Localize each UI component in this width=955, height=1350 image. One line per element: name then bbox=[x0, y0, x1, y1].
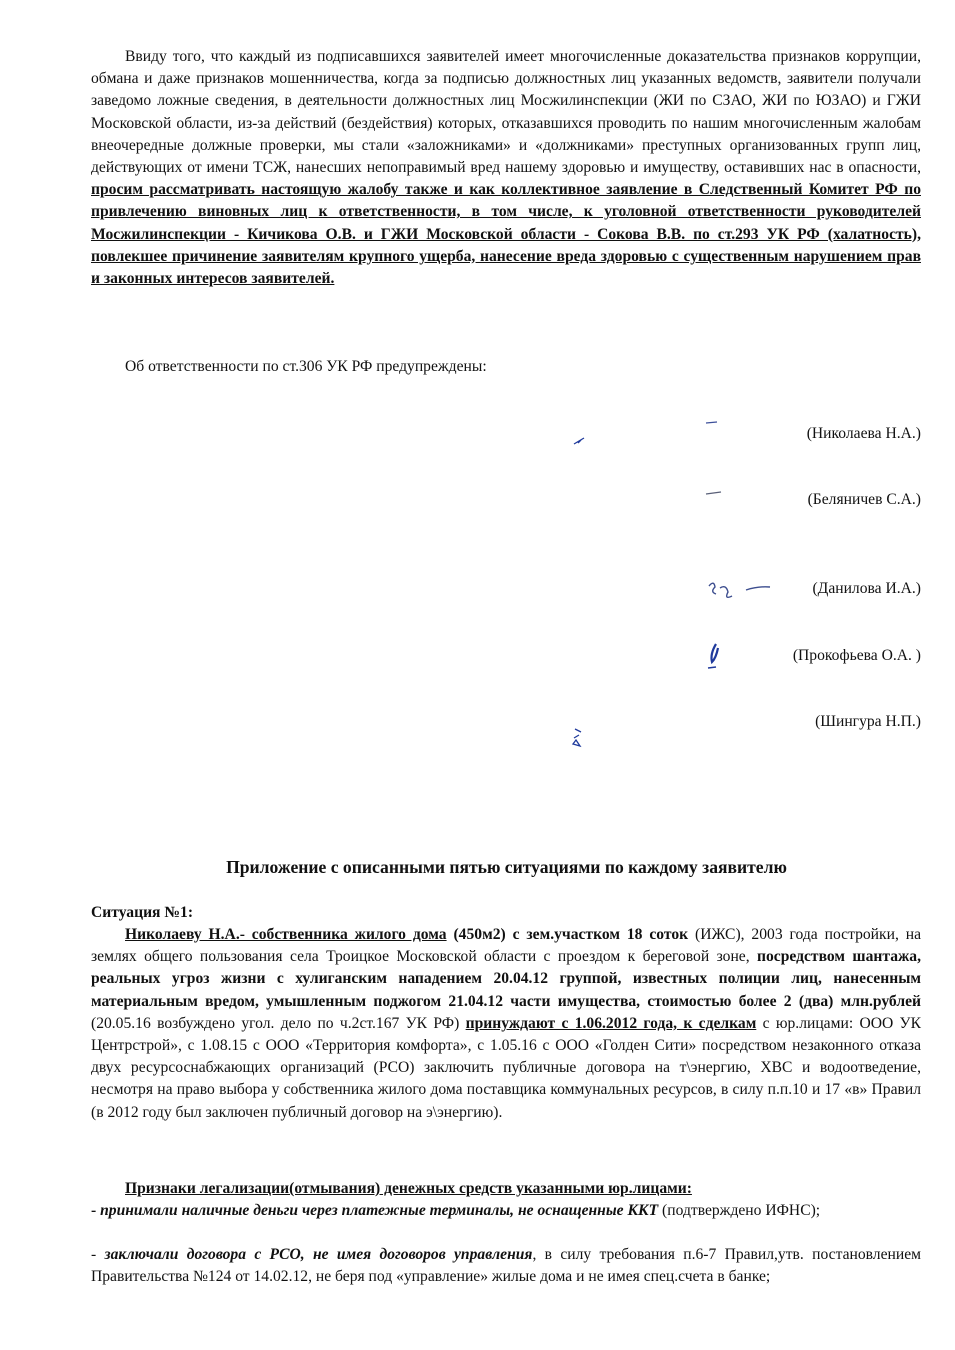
signatory-name: (Прокофьева О.А. ) bbox=[792, 647, 921, 664]
coercion-statement: принуждают с 1.06.2012 года, к сделкам bbox=[465, 1014, 757, 1032]
liability-warning: Об ответственности по ст.306 УК РФ предупреждены: bbox=[125, 358, 487, 375]
signatory-name: (Николаева Н.А.) bbox=[806, 425, 921, 442]
owner-name: Николаеву Н.А.- собственника жилого дома bbox=[125, 926, 447, 943]
signature-mark bbox=[570, 726, 586, 750]
signatory-name: (Беляничев С.А.) bbox=[807, 491, 921, 508]
signatory-name: (Данилова И.А.) bbox=[812, 580, 921, 597]
appendix-title: Приложение с описанными пятью ситуациями по каждому заявителю bbox=[226, 857, 787, 877]
list-item: - принимали наличные деньги через платежные терминалы, не оснащенные ККТ (подтверждено ИФНС); bbox=[91, 1202, 821, 1219]
signature-mark bbox=[572, 434, 586, 446]
coercion-details: посредством шантажа, реальных угроз жизни с хулиганским нападением 20.04.12 группой, известных полиции лиц, нанесенным материальным вредом, умышленным поджогом 21.04.12 части имущества, стоимостью более 2 (два) млн.рублей bbox=[91, 948, 921, 1010]
signature-mark bbox=[706, 578, 776, 606]
list-item: - заключали договора с РСО, не имея договоров управления, в силу требования п.6-7 Правил,утв. постановлением Правительства №124 от 14.02.12, не беря под «управление» жилые дома и не имея спец.счета в банке; bbox=[91, 1246, 921, 1286]
signs-heading: Признаки легализации(отмывания) денежных средств указанными юр.лицами: bbox=[125, 1180, 692, 1197]
request-statement: просим рассматривать настоящую жалобу также и как коллективное заявление в Следственный Комитет РФ по привлечению виновных лиц к ответственности, в том числе, к уголовной ответственности руководителей Мосжилинспекции - Кичикова О.В. и ГЖИ Московской области - Сокова В.В. по ст.293 УК РФ (халатность), повлекшее причинение заявителям крупного ущерба, нанесение вреда здоровью с существенным нарушением прав и законных интересов заявителей. bbox=[91, 181, 921, 288]
complaint-paragraph bbox=[91, 46, 921, 290]
situation-paragraph: Николаеву Н.А.- собственника жилого дома (450м2) с зем.участком 18 соток (ИЖС), 2003 года постройки, на землях общего пользования села Троицкое Московской области с проездом к береговой зоне, посредством шантажа, реальных угроз жизни с хулиганским нападением 20.04.12 группой, известных полиции лиц, нанесенным материальным вредом, умышленным поджогом 21.04.12 части имущества, стоимостью более 2 (два) млн.рублей (20.05.16 возбуждено угол. дело по ч.2ст.167 УК РФ) принуждают с 1.06.2012 года, к сделкам с юр.лицами: ООО УК Центрстрой», с 1.08.15 с ООО «Территория комфорта», с 1.05.16 с ООО «Голден Сити» посредством незаконного отказа двух ресурсоснабжающих организаций (РСО) заключить публичные договора на т\энергию, ХВС и водоотведение, несмотря на право выбора у собственника жилого дома поставщика коммунальных ресурсов, в силу п.п.10 и 17 «в» Правил (в 2012 году был заключен публичный договор на э\энергию). bbox=[91, 926, 921, 1121]
paragraph-text: Ввиду того, что каждый из подписавшихся заявителей имеет многочисленные доказательства признаков коррупции, обмана и даже признаков мошенничества, когда за подписью должностных лиц указанных ведомств, заявители получали заведомо ложные сведения, в деятельности должностных лиц Мосжилинспекции (ЖИ по СЗАО, ЖИ по ЮЗАО) и ГЖИ Московской области, из-за действий (бездействия) которых, отказавшихся проводить по нашим многочисленным жалобам внеочередные должные проверки, мы стали «заложниками» и «должниками» преступных организованных групп лиц, действующих от имени ТСЖ, нанесших непоправимый вред нашему здоровью и имуществу, оставивших нас в опасности, bbox=[91, 48, 921, 177]
situation-heading: Ситуация №1: bbox=[91, 904, 194, 921]
signature-mark bbox=[705, 420, 719, 426]
signature-mark bbox=[705, 490, 723, 496]
signatory-name: (Шингура Н.П.) bbox=[815, 713, 921, 730]
signature-mark bbox=[704, 640, 724, 672]
